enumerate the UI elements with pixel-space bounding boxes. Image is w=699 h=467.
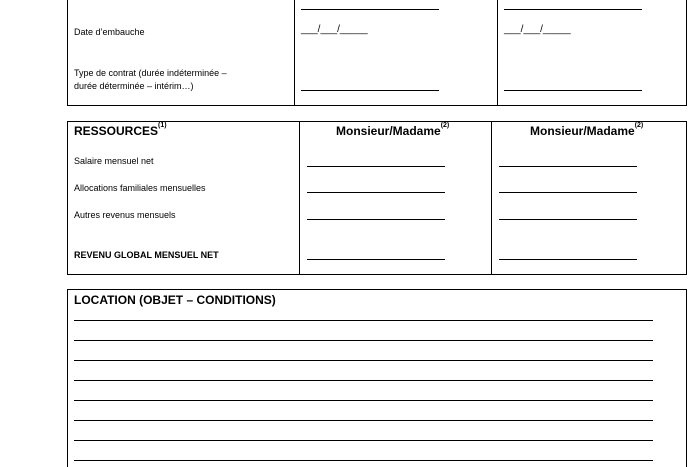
resources-row-label: Autres revenus mensuels [74, 210, 176, 220]
resources-col-header-2: Monsieur/Madame$^{(2)}$ [530, 122, 644, 138]
total-income-field-1[interactable] [307, 259, 445, 260]
employment-divider-1 [294, 0, 295, 106]
contract-type-label-line1: Type de contrat (durée indéterminée – [74, 68, 227, 78]
employment-border-left [67, 0, 68, 106]
resources-row-label: Salaire mensuel net [74, 156, 154, 166]
resources-divider-2 [491, 121, 492, 275]
resources-title: RESSOURCES$^{(1)}$ [74, 122, 167, 138]
hire-date-field-1[interactable]: ___/___/_____ [301, 24, 368, 35]
rental-title: LOCATION (OBJET – CONDITIONS) [74, 293, 276, 307]
family-allowance-field-1[interactable] [307, 192, 445, 193]
employment-border-right [686, 0, 687, 106]
rental-border-left [67, 289, 68, 467]
rental-writing-line[interactable] [74, 380, 653, 381]
rental-writing-line[interactable] [74, 460, 653, 461]
resources-border-bottom [67, 274, 687, 275]
prev-field-blank-2[interactable] [504, 9, 642, 10]
resources-border-left [67, 121, 68, 275]
contract-type-label-line2: durée déterminée – intérim…) [74, 81, 194, 91]
salary-field-2[interactable] [499, 166, 637, 167]
prev-field-blank-1[interactable] [301, 9, 439, 10]
other-income-field-2[interactable] [499, 219, 637, 220]
family-allowance-field-2[interactable] [499, 192, 637, 193]
rental-writing-line[interactable] [74, 360, 653, 361]
total-income-field-2[interactable] [499, 259, 637, 260]
resources-row-label-total: REVENU GLOBAL MENSUEL NET [74, 250, 219, 260]
contract-type-field-1[interactable] [301, 90, 439, 91]
salary-field-1[interactable] [307, 166, 445, 167]
hire-date-label: Date d’embauche [74, 27, 145, 37]
resources-divider-1 [299, 121, 300, 275]
contract-type-field-2[interactable] [504, 90, 642, 91]
employment-border-bottom [67, 105, 687, 106]
employment-divider-2 [497, 0, 498, 106]
other-income-field-1[interactable] [307, 219, 445, 220]
resources-border-right [686, 121, 687, 275]
rental-border-right [686, 289, 687, 467]
hire-date-field-2[interactable]: ___/___/_____ [504, 24, 571, 35]
rental-writing-line[interactable] [74, 320, 653, 321]
resources-col-header-1: Monsieur/Madame$^{(2)}$ [336, 122, 450, 138]
resources-row-label: Allocations familiales mensuelles [74, 183, 206, 193]
rental-writing-line[interactable] [74, 440, 653, 441]
rental-writing-line[interactable] [74, 340, 653, 341]
rental-border-top [67, 289, 687, 290]
rental-writing-line[interactable] [74, 400, 653, 401]
rental-writing-line[interactable] [74, 420, 653, 421]
